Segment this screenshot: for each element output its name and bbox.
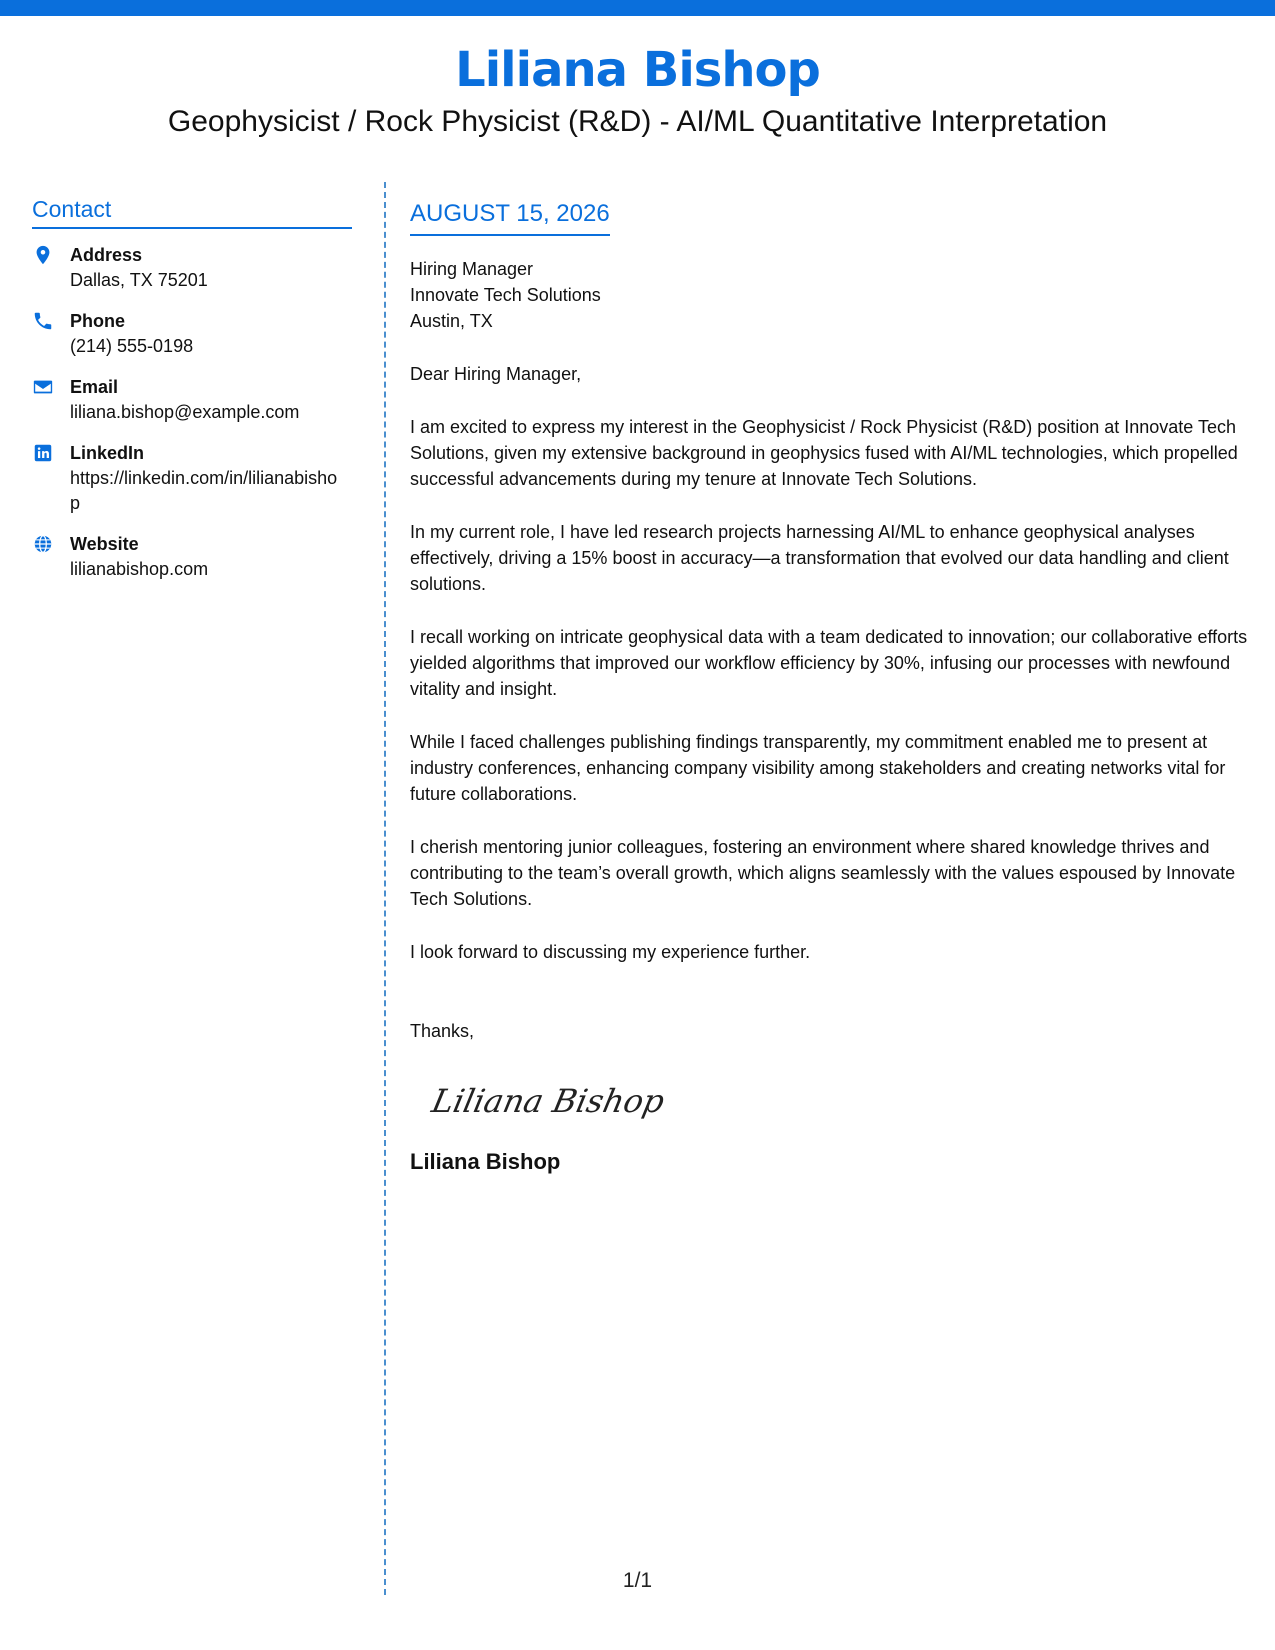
- applicant-name: Liliana Bishop: [455, 42, 820, 98]
- contact-label: Address: [70, 245, 143, 265]
- contact-value: (214) 555-0198: [70, 336, 194, 356]
- svg-text:Liliana Bishop: Liliana Bishop: [428, 1082, 668, 1120]
- recipient-line: Hiring Manager: [410, 259, 534, 279]
- letter-paragraph: I look forward to discussing my experience further.: [410, 942, 811, 962]
- contact-website: [32, 532, 352, 582]
- top-accent-bar: [0, 0, 1275, 16]
- envelope-icon: [32, 376, 54, 398]
- contact-label: LinkedIn: [70, 443, 145, 463]
- page-number: 1/1: [622, 1569, 653, 1592]
- contact-email: [32, 375, 352, 425]
- letter-paragraph: I cherish mentoring junior colleagues, fostering an environment where shared knowledge thrives and contributing to the team’s overall growth, which aligns seamlessly with the values espoused by Innovate Tech Solutions.: [410, 837, 1236, 909]
- letter-paragraph: I recall working on intricate geophysical data with a team dedicated to innovation; our collaborative efforts yielded algorithms that improved our workflow efficiency by 30%, infusing our processes with newfound vitality and insight.: [410, 627, 1248, 699]
- recipient-line: Innovate Tech Solutions: [410, 285, 601, 305]
- contact-link[interactable]: https://linkedin.com/in/lilianabishop: [70, 468, 338, 513]
- job-title: Geophysicist / Rock Physicist (R&D) - AI/ML Quantitative Interpretation: [167, 105, 1108, 138]
- column-divider: [384, 182, 386, 1595]
- resume-header: [0, 40, 1275, 142]
- contact-label: Phone: [70, 311, 126, 331]
- closing: Thanks,: [410, 1021, 475, 1041]
- signed-name: Liliana Bishop: [410, 1149, 561, 1174]
- contact-sidebar: [32, 196, 352, 598]
- letter-paragraph: While I faced challenges publishing findings transparently, my commitment enabled me to present at industry conferences, enhancing company visibility among stakeholders and creating networks vital for future collaborations.: [410, 732, 1226, 804]
- globe-icon: [32, 533, 54, 555]
- contact-heading: Contact: [32, 196, 352, 229]
- map-pin-icon: [32, 244, 54, 266]
- contact-label: Email: [70, 377, 119, 397]
- letter-date: AUGUST 15, 2026: [410, 198, 610, 236]
- linkedin-icon: [32, 442, 54, 464]
- contact-value: liliana.bishop@example.com: [70, 402, 300, 422]
- contact-address: [32, 243, 352, 293]
- handwritten-signature: [428, 1066, 668, 1136]
- contact-linkedin: [32, 441, 352, 516]
- recipient-line: Austin, TX: [410, 311, 493, 331]
- salutation: Dear Hiring Manager,: [410, 364, 582, 384]
- phone-icon: [32, 310, 54, 332]
- contact-phone: [32, 309, 352, 359]
- cover-letter-body: [410, 198, 1250, 1175]
- contact-label: Website: [70, 534, 139, 554]
- letter-paragraph: In my current role, I have led research projects harnessing AI/ML to enhance geophysical analyses effectively, driving a 15% boost in accuracy—a transformation that evolved our data handling and client solutions.: [410, 522, 1229, 594]
- letter-paragraph: I am excited to express my interest in the Geophysicist / Rock Physicist (R&D) position at Innovate Tech Solutions, given my extensive background in geophysics fused with AI/ML technologies, which propelled successful advancements during my tenure at Innovate Tech Solutions.: [410, 417, 1238, 489]
- contact-link[interactable]: lilianabishop.com: [70, 559, 209, 579]
- contact-value: Dallas, TX 75201: [70, 270, 208, 290]
- recipient-block: [410, 256, 1250, 334]
